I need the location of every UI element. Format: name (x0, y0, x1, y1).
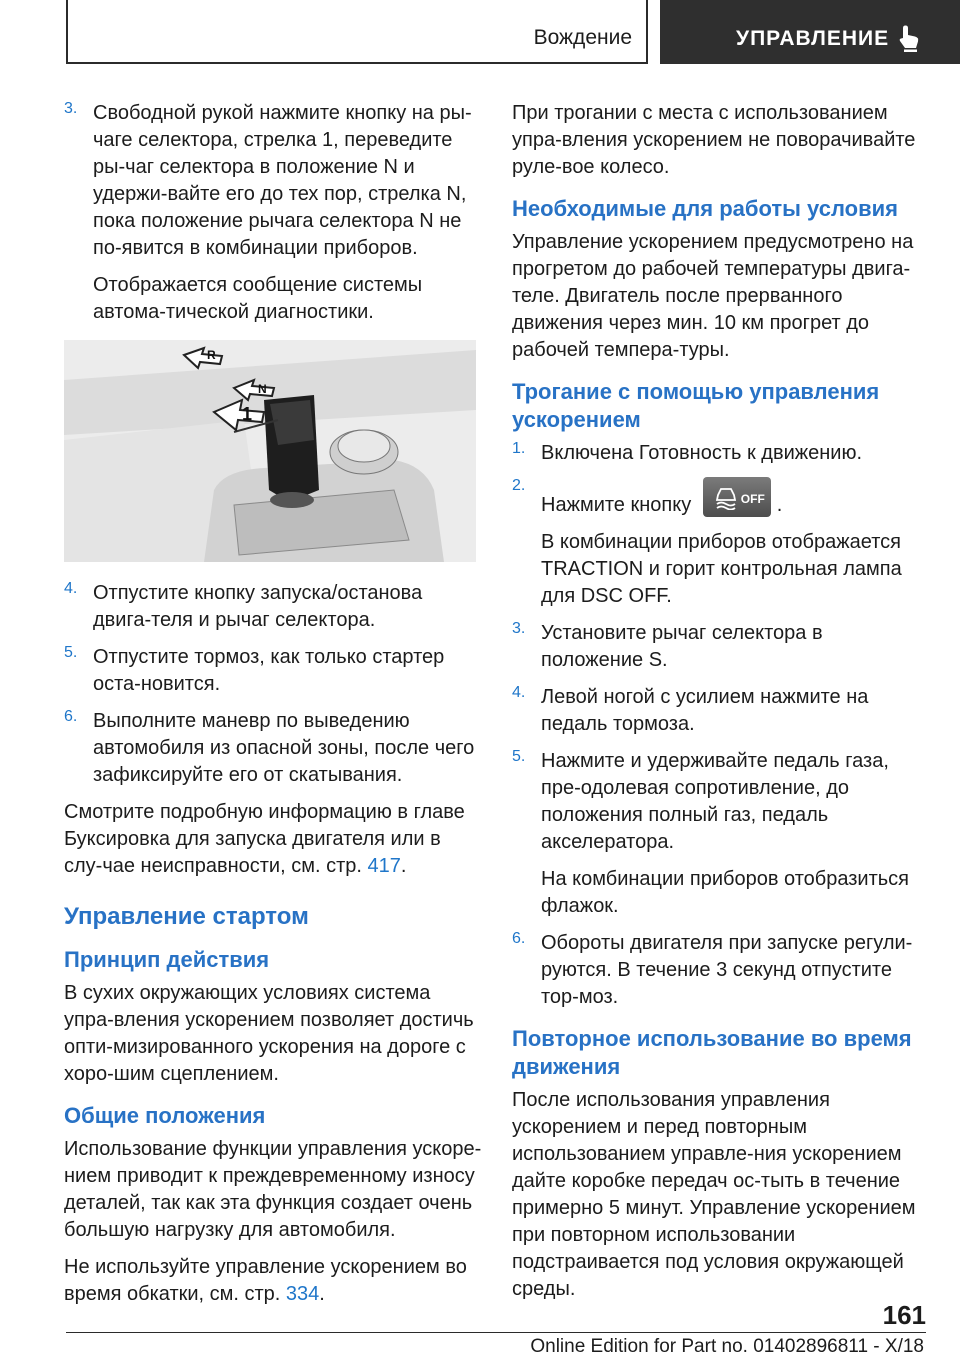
step-6 (64, 708, 482, 789)
heading-start: Трогание с помощью управления ускорением (512, 379, 880, 432)
intro-paragraph: При трогании с места с использованием упра-вления ускорением не поворачивайте руле-вое колесо. (512, 102, 916, 178)
step-note: На комбинации приборов отобразиться флажок. (541, 868, 909, 917)
footer-divider (66, 1332, 926, 1333)
step-text: Левой ногой с усилием нажмите на педаль тормоза. (541, 686, 869, 735)
heading-general: Общие положения (64, 1103, 266, 1128)
step-text: Выполните маневр по выведению автомобиля из опасной зоны, после чего зафиксируйте его от скатывания. (93, 710, 475, 786)
hand-pointer-icon (896, 24, 922, 52)
step-text-end: . (776, 494, 783, 516)
step-number: 6. (64, 708, 78, 725)
page-header (0, 0, 960, 66)
right-column (512, 100, 930, 1313)
page-link-417[interactable]: 417 (367, 855, 401, 877)
reference-paragraph (64, 799, 482, 880)
breakin-paragraph (64, 1254, 482, 1308)
step-number: 2. (512, 477, 526, 494)
heading-conditions: Необходимые для работы условия (512, 196, 898, 221)
breakin-text: Не используйте управление ускорением во время обкатки, см. стр. (64, 1256, 467, 1305)
arrow-label-r: R (207, 348, 216, 362)
step-6-right (512, 930, 930, 1011)
arrow-label-1: 1 (242, 404, 253, 424)
dsc-off-button-symbol (703, 477, 771, 517)
chapter-tab (660, 0, 960, 64)
step-text: Нажмите и удерживайте педаль газа, пре-одолевая сопротивление, до положения полный газ, педаль акселератора. (541, 750, 889, 853)
reference-end: . (400, 855, 407, 877)
off-label: OFF (740, 492, 765, 506)
section-title: Вождение (533, 26, 632, 49)
step-text: Включена Готовность к движению. (541, 442, 863, 464)
chapter-title: УПРАВЛЕНИЕ (736, 27, 890, 50)
breakin-end: . (319, 1283, 325, 1305)
page-number: 161 (882, 1300, 926, 1330)
left-column (64, 100, 482, 1318)
step-4 (64, 580, 482, 634)
step-5 (64, 644, 482, 698)
step-1 (512, 440, 930, 467)
gear-selector-image (64, 340, 476, 562)
traction-car-icon (713, 484, 739, 510)
principle-paragraph: В сухих окружающих условиях система упра-вления ускорением позволяет достичь опти-мизированного ускорения на дороге с хоро-шим сцеплением. (64, 982, 474, 1085)
page-link-334[interactable]: 334 (285, 1283, 320, 1305)
selector-lever-illustration (64, 340, 476, 562)
step-number: 4. (512, 684, 526, 701)
step-text: Свободной рукой нажмите кнопку на ры-чаге селектора, стрелка 1, переведите ры-чаг селектора в положение N и удержи-вайте его до тех пор, стрелка N, пока положение рычага селектора N не по-явится в комбинации приборов. (93, 102, 472, 259)
step-2 (512, 477, 930, 610)
step-text-main: Нажмите кнопку (541, 494, 692, 516)
step-number: 5. (512, 748, 526, 765)
step-text: Установите рычаг селектора в положение S. (541, 622, 823, 671)
step-number: 6. (512, 930, 526, 947)
step-number: 3. (64, 100, 78, 117)
step-text: Отпустите тормоз, как только стартер оста-новится. (93, 646, 445, 695)
section-tab (66, 0, 648, 64)
step-note: Отображается сообщение системы автома-тической диагностики. (93, 274, 423, 323)
edition-text: Online Edition for Part no. 01402896811 - X/18 (530, 1336, 924, 1357)
conditions-paragraph: Управление ускорением предусмотрено на прогретом до рабочей температуры двига-теле. Двигатель после прерванного движения через мин. 10 км прогрет до рабочей темпера-туры. (512, 231, 914, 361)
reference-text: Смотрите подробную информацию в главе Буксировка для запуска двигателя или в слу-чае неисправности, см. стр. (64, 801, 465, 877)
step-5-right (512, 748, 930, 920)
step-4-right (512, 684, 930, 738)
step-number: 4. (64, 580, 78, 597)
step-number: 5. (64, 644, 78, 661)
step-3-right (512, 620, 930, 674)
step-text: Обороты двигателя при запуске регули-руются. В течение 3 секунд отпустите тор-моз. (541, 932, 913, 1008)
step-text: Отпустите кнопку запуска/останова двига-теля и рычаг селектора. (93, 582, 423, 631)
heading-repeat-use: Повторное использование во время движения (512, 1026, 912, 1079)
step-number: 1. (512, 440, 526, 457)
step-text (541, 477, 930, 519)
heading-launch-control: Управление стартом (64, 903, 309, 930)
general-paragraph: Использование функции управления ускоре-нием приводит к преждевременному износу деталей, так как эта функция создает очень большую нагрузку для автомобиля. (64, 1138, 482, 1241)
step-3 (64, 100, 482, 326)
repeat-paragraph: После использования управления ускорением и перед повторным использованием управле-ния ускорением дайте коробке передач ос-тыть в течение примерно 5 минут. Управление ускорением при повторном использовании подстраивается под условия окружающей среды. (512, 1089, 916, 1300)
step-number: 3. (512, 620, 526, 637)
step-note: В комбинации приборов отображается TRACTION и горит контрольная лампа для DSC OFF. (541, 531, 902, 607)
arrow-label-n: N (258, 382, 267, 396)
heading-principle: Принцип действия (64, 947, 270, 972)
